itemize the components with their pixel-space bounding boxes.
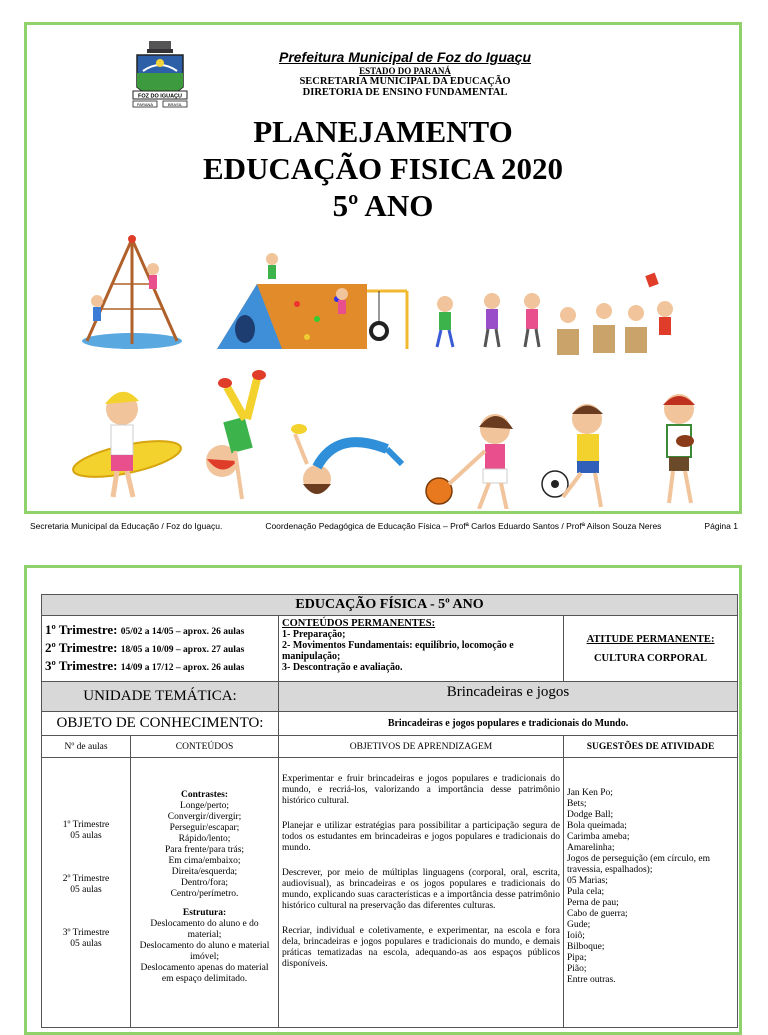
planning-table bbox=[41, 594, 738, 1028]
letterhead bbox=[27, 49, 739, 98]
footer-left: Secretaria Municipal da Educação / Foz do Iguaçu. bbox=[30, 521, 223, 531]
objective-4: Recriar, individual e coletivamente, e experimentar, na escola e fora dela, brincadeiras e jogos populares e tradicionais do mundo, e demais práticas tematizadas na escola, adequando-as aos espaços públicos disponíveis. bbox=[282, 926, 560, 969]
trimester-dates bbox=[42, 616, 279, 682]
objectives-cell bbox=[279, 758, 564, 1028]
footer-page-number: Página 1 bbox=[704, 521, 738, 531]
climbing-wall-icon bbox=[217, 253, 407, 349]
kids-group-icon bbox=[437, 273, 673, 355]
col-header-lessons: Nº de aulas bbox=[42, 736, 131, 758]
objective-1: Experimentar e fruir brincadeiras e jogos populares e tradicionais do mundo, e recriá-los, valorizando a importância desse patrimônio histórico cultural. bbox=[282, 774, 560, 806]
basketball-girl-icon bbox=[426, 414, 513, 509]
document-title bbox=[27, 113, 739, 224]
plan-page bbox=[24, 565, 742, 1035]
directorate-name: DIRETORIA DE ENSINO FUNDAMENTAL bbox=[302, 87, 508, 98]
lessons-trimester-1: 1º Trimestre 05 aulas bbox=[62, 820, 110, 841]
table-title: EDUCAÇÃO FÍSICA - 5º ANO bbox=[42, 595, 738, 616]
trimester-1: 1º Trimestre: 05/02 a 14/05 – aprox. 26 aulas bbox=[45, 621, 245, 637]
objective-2: Planejar e utilizar estratégias para possibilitar a participação segura de todos os estudantes em brincadeiras e jogos populares e tradicionais do mundo. bbox=[282, 821, 560, 853]
title-line-1: PLANEJAMENTO bbox=[253, 114, 513, 149]
permanent-attitude: ATITUDE PERMANENTE: CULTURA CORPORAL bbox=[564, 616, 738, 682]
thematic-unit-label: UNIDADE TEMÁTICA: bbox=[42, 682, 279, 712]
knowledge-object-value: Brincadeiras e jogos populares e tradicionais do Mundo. bbox=[279, 712, 738, 736]
title-line-3: 5º ANO bbox=[332, 188, 434, 223]
children-playing-illustration bbox=[67, 229, 697, 509]
trimester-3: 3º Trimestre: 14/09 a 17/12 – aprox. 26 aulas bbox=[45, 657, 245, 673]
lessons-trimester-3: 3º Trimestre 05 aulas bbox=[62, 928, 110, 949]
rope-pyramid-icon bbox=[82, 235, 182, 349]
col-header-contents: CONTEÚDOS bbox=[131, 736, 279, 758]
lessons-cell bbox=[42, 758, 131, 1028]
contents-cell: Contrastes: Longe/perto; Convergir/divergir; Perseguir/escapar; Rápido/lento; Para frente/para trás; Em cima/embaixo; Direita/esquerda; Dentro/fora; Centro/perímetro. Estrutura: Deslocamento do aluno e do material; Deslocamento do aluno e material imóvel; Deslocamento apenas do material em espaço delimitado. bbox=[131, 758, 279, 1028]
suggestions-cell: Jan Ken Po; Bets; Dodge Ball; Bola queimada; Carimba ameba; Amarelinha; Jogos de perseguição (em círculo, em travessia, espalhados); 05 Marias; Pula cela; Perna de pau; Cabo de guerra; Gude; Ioiô; Bilboque; Pipa; Pião; Entre outras. bbox=[564, 758, 738, 1028]
state-name: ESTADO DO PARANÁ bbox=[359, 66, 451, 76]
thematic-unit-value: Brincadeiras e jogos bbox=[279, 682, 738, 712]
knowledge-object-label: OBJETO DE CONHECIMENTO: bbox=[42, 712, 279, 736]
cover-page bbox=[24, 22, 742, 514]
col-header-objectives: OBJETIVOS DE APRENDIZAGEM bbox=[279, 736, 564, 758]
secretariat-name: SECRETARIA MUNICIPAL DA EDUCAÇÃO bbox=[299, 76, 511, 87]
surfer-kid-icon bbox=[70, 392, 183, 497]
objective-3: Descrever, por meio de múltiplas linguagens (corporal, oral, escrita, audiovisual), as brincadeiras e os jogos populares e tradicionais do mundo, explicando suas características e a importância desse patrimônio histórico cultural na preservação das diferentes culturas. bbox=[282, 868, 560, 911]
permanent-contents: CONTEÚDOS PERMANENTES: 1- Preparação; 2- Movimentos Fundamentais: equilíbrio, locomoção e manipulação; 3- Descontração e avaliação. bbox=[279, 616, 564, 682]
breakdance-kid-icon bbox=[206, 370, 266, 499]
lessons-trimester-2: 2º Trimestre 05 aulas bbox=[62, 874, 110, 895]
col-header-suggestions: SUGESTÕES DE ATIVIDADE bbox=[564, 736, 738, 758]
crest-banner: FOZ DO IGUAÇU bbox=[138, 93, 182, 100]
crest-right-text: BRASIL bbox=[167, 102, 183, 107]
crest-left-text: PARANÁ bbox=[136, 102, 154, 107]
municipality-name: Prefeitura Municipal de Foz do Iguaçu bbox=[278, 49, 532, 65]
footer-center: Coordenação Pedagógica de Educação Física – Profª Carlos Eduardo Santos / Profª Ailson Souza Neres bbox=[265, 521, 662, 531]
title-line-2: EDUCAÇÃO FISICA 2020 bbox=[203, 151, 563, 186]
soccer-boy-icon bbox=[542, 404, 603, 507]
trimester-2: 2º Trimestre: 18/05 a 10/09 – aprox. 27 aulas bbox=[45, 639, 245, 655]
football-kid-icon bbox=[663, 394, 695, 503]
page-footer bbox=[30, 521, 738, 531]
gymnast-kid-icon bbox=[291, 424, 402, 494]
